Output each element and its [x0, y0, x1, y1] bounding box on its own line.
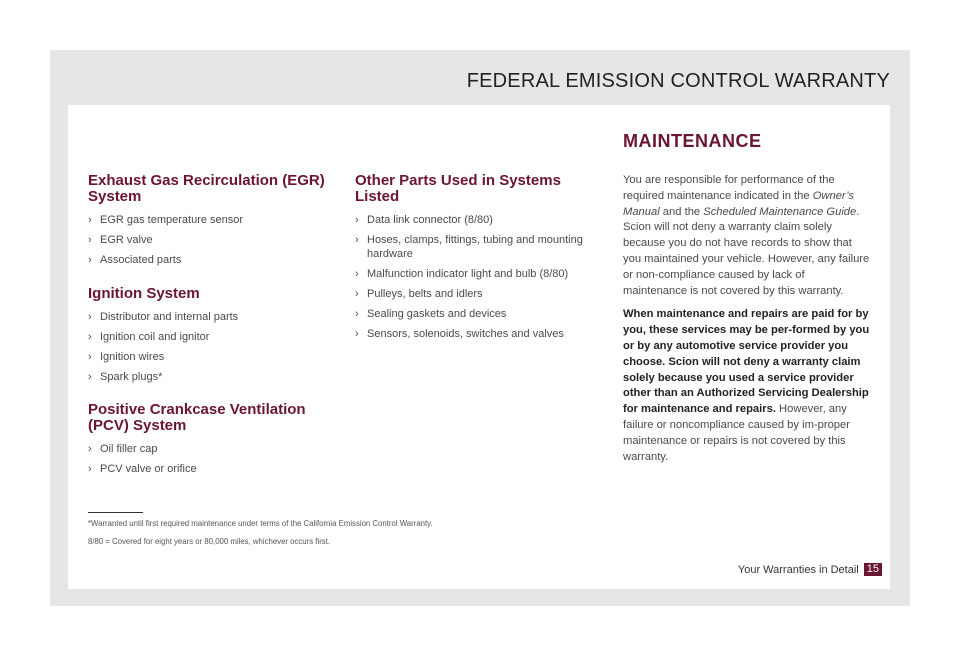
- footnote-divider: [88, 512, 143, 513]
- column-other-parts: [355, 173, 600, 348]
- page-footer: [738, 563, 882, 576]
- chevron-right-icon: ›: [355, 327, 359, 340]
- list-item: › Ignition coil and ignitor: [88, 330, 210, 343]
- chevron-right-icon: ›: [88, 443, 92, 455]
- list-ignition: [88, 311, 328, 385]
- maintenance-paragraph-2: When maintenance and repairs are paid for by you, these services may be per-formed by you or by any automotive service provider you choose. Scion will not deny a warranty claim solely because you used a service provider other than an Authorized Servicing Dealership for maintenance and repairs. However, any failure or noncompliance caused by im-proper maintenance or repairs is not covered by this warranty.: [623, 308, 870, 463]
- chevron-right-icon: ›: [355, 214, 359, 226]
- chevron-right-icon: ›: [355, 267, 359, 280]
- footer-label: Your Warranties in Detail: [737, 563, 859, 576]
- maintenance-paragraph-1: You are responsible for performance of the required maintenance indicated in the Owner’s Manual and the Scheduled Maintenance Guide. Scion will not deny a warranty claim solely because you do not have records to show that you maintained your vehicle. However, any failure or non-compliance caused by lack of maintenance is not covered by this warranty.: [623, 174, 870, 297]
- page-number: 15: [864, 563, 882, 576]
- list-item: › Associated parts: [88, 254, 182, 266]
- list-item: › Pulleys, belts and idlers: [355, 287, 483, 300]
- list-item: › PCV valve or orifice: [88, 463, 197, 475]
- section-heading-pcv: Positive Crankcase Ventilation (PCV) System: [88, 401, 306, 434]
- section-heading-egr: Exhaust Gas Recirculation (EGR) System: [88, 172, 325, 205]
- column-systems: [88, 173, 328, 483]
- chevron-right-icon: ›: [355, 307, 359, 320]
- page-title: FEDERAL EMISSION CONTROL WARRANTY: [466, 70, 890, 92]
- list-item: › Ignition wires: [88, 350, 165, 363]
- list-pcv: [88, 443, 328, 477]
- section-heading-ignition: Ignition System: [88, 284, 200, 302]
- list-item: › Data link connector (8/80): [355, 214, 493, 226]
- list-item: › Hoses, clamps, fittings, tubing and mounting hardware: [355, 234, 583, 260]
- list-item: › EGR gas temperature sensor: [88, 214, 244, 226]
- maintenance-heading: MAINTENANCE: [623, 131, 762, 151]
- chevron-right-icon: ›: [88, 254, 92, 266]
- section-heading-other-parts: Other Parts Used in Systems Listed: [355, 172, 561, 205]
- list-egr: [88, 214, 328, 268]
- list-other-parts: [355, 214, 600, 341]
- chevron-right-icon: ›: [355, 287, 359, 300]
- chevron-right-icon: ›: [355, 234, 359, 246]
- list-item: › Sensors, solenoids, switches and valves: [355, 327, 564, 340]
- list-item: › EGR valve: [88, 234, 153, 246]
- chevron-right-icon: ›: [88, 463, 92, 475]
- chevron-right-icon: ›: [88, 310, 92, 323]
- chevron-right-icon: ›: [88, 214, 92, 226]
- column-maintenance: [623, 131, 871, 465]
- list-item: › Spark plugs*: [88, 370, 163, 383]
- footnote-warranted: *Warranted until first required maintenance under terms of the California Emission Control Warranty.: [88, 519, 433, 528]
- list-item: › Oil filler cap: [88, 443, 158, 455]
- list-item: › Sealing gaskets and devices: [355, 307, 507, 320]
- chevron-right-icon: ›: [88, 330, 92, 343]
- chevron-right-icon: ›: [88, 370, 92, 383]
- list-item: › Malfunction indicator light and bulb (8/80): [355, 267, 569, 280]
- list-item: › Distributor and internal parts: [88, 310, 239, 323]
- footnote-8-80: 8/80 = Covered for eight years or 80,000 miles, whichever occurs first.: [88, 537, 331, 546]
- chevron-right-icon: ›: [88, 234, 92, 246]
- chevron-right-icon: ›: [88, 350, 92, 363]
